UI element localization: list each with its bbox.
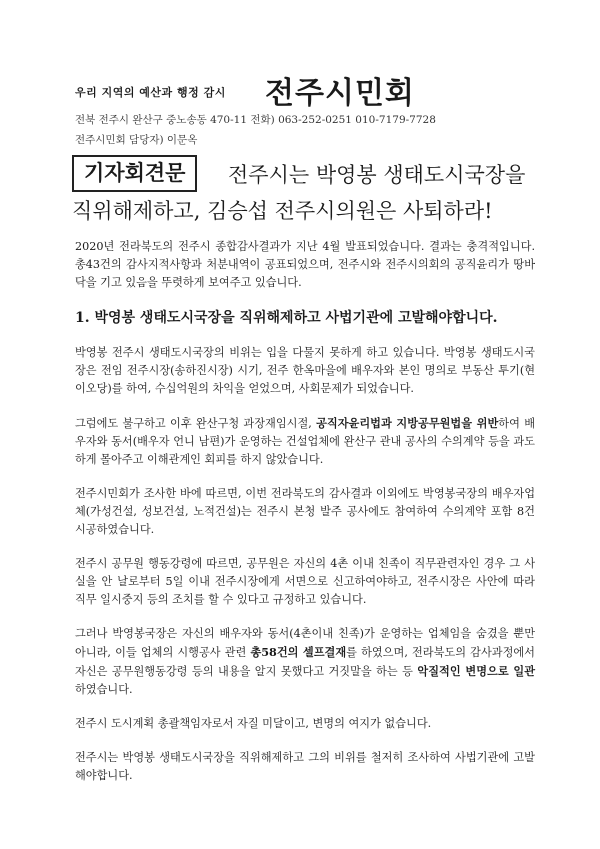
paragraph-5-text-b: 를 하였으며, 전라북도의 감사과정에서 자신은 공무원행동강령 등의 내용을 알지 못했다고 거짓말을 하는 등 [75, 646, 535, 678]
paragraph-3: 전주시민회가 조사한 바에 따르면, 이번 전라북도의 감사결과 이외에도 박영봉국장의 배우자업체(가성건설, 성보건설, 노적건설)는 전주시 본청 발주 공사에도 참여하여 수의계약 포함 8건 시공하였습니다. [75, 487, 535, 536]
paragraph-2-emphasis: 공직자윤리법과 지방공무원법을 위반 [316, 416, 499, 430]
title-line-2: 직위해제하고, 김승섭 전주시의원은 사퇴하라! [72, 199, 493, 223]
org-contact: 전주시민회 담당자) 이문옥 [75, 134, 198, 146]
paragraph-2 [75, 414, 535, 469]
press-conference-badge: 기자회견문 [72, 155, 197, 192]
section-1-heading: 1. 박영봉 생태도시국장을 직위해제하고 사법기관에 고발해야합니다. [75, 310, 498, 326]
paragraph-5-text-a: 그러나 박영봉국장은 자신의 배우자와 동서(4촌이내 친족)가 운영하는 업체임을 숨겼을 뿐만 아니라, 이들 업체의 시행공사 관련 [75, 627, 535, 659]
title-line-1: 전주시는 박영봉 생태도시국장을 [228, 163, 526, 187]
paragraph-5-text-c: 하였습니다. [75, 683, 133, 696]
paragraph-5 [75, 625, 535, 699]
paragraph-2-text-a: 그럼에도 불구하고 이후 완산구청 과장재임시절, [75, 417, 317, 430]
org-tagline: 우리 지역의 예산과 행정 감시 [75, 86, 226, 99]
intro-paragraph: 2020년 전라북도의 전주시 종합감사결과가 지난 4월 발표되었습니다. 결과는 충격적입니다. 총43건의 감사지적사항과 처분내역이 공표되었으며, 전주시와 전주시의회의 공직윤리가 땅바닥을 기고 있음을 뚜렷하게 보여주고 있습니다. [75, 240, 535, 289]
paragraph-5-emphasis-2: 악질적인 변명으로 일관 [417, 664, 535, 678]
document-body [75, 238, 535, 801]
org-name: 전주시민회 [265, 76, 415, 111]
org-address: 전북 전주시 완산구 중노송동 470-11 전화) 063-252-0251 010-7179-7728 [75, 114, 436, 126]
paragraph-5-emphasis-1: 총58건의 셀프결재 [250, 645, 347, 659]
paragraph-2-text-b: 하여 배우자와 동서(배우자 언니 남편)가 운영하는 건설업체에 완산구 관내 공사의 수의계약 등을 과도하게 몰아주고 이해관계인 회피를 하지 않았습니다. [75, 417, 536, 466]
paragraph-6: 전주시 도시계획 총괄책임자로서 자질 미달이고, 변명의 여지가 없습니다. [75, 717, 432, 730]
paragraph-4: 전주시 공무원 행동강령에 따르면, 공무원은 자신의 4촌 이내 친족이 직무관련자인 경우 그 사실을 안 날로부터 5일 이내 전주시장에게 서면으로 신고하여야하고, 전주시장은 사안에 따라 직무 일시중지 등의 조치를 할 수 있다고 규정하고 있습니다. [75, 557, 535, 606]
paragraph-7: 전주시는 박영봉 생태도시국장을 직위해제하고 그의 비위를 철저히 조사하여 사법기관에 고발해야합니다. [75, 751, 535, 782]
paragraph-1: 박영봉 전주시 생태도시국장의 비위는 입을 다물지 못하게 하고 있습니다. 박영봉 생태도시국장은 전임 전주시장(송하진시장) 시기, 전주 한옥마을에 배우자와 본인 명의로 부동산 투기(현 이오당)를 하여, 수십억원의 차익을 얻었으며, 사회문제가 되었습니다. [75, 346, 535, 395]
